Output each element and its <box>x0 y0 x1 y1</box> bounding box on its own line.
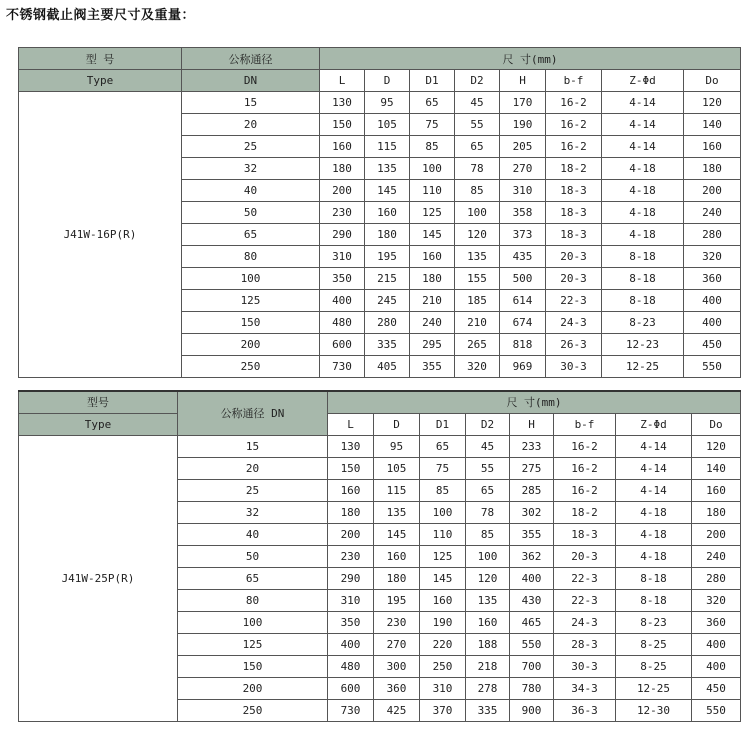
header-dn: 公称通径 DN <box>178 391 328 435</box>
dn-cell: 100 <box>182 268 320 290</box>
dimension-cell: 240 <box>692 545 741 567</box>
dimension-cell: 16-2 <box>546 114 602 136</box>
dimension-cell: 360 <box>692 611 741 633</box>
dimension-cell: 115 <box>365 136 410 158</box>
dn-cell: 100 <box>178 611 328 633</box>
dimension-cell: 435 <box>500 246 546 268</box>
dimension-cell: 310 <box>328 589 374 611</box>
col-header-zd: Z-Φd <box>602 70 684 92</box>
dimension-cell: 400 <box>692 633 741 655</box>
dimension-cell: 100 <box>455 202 500 224</box>
dimension-cell: 270 <box>500 158 546 180</box>
dimension-cell: 12-25 <box>616 677 692 699</box>
dimension-cell: 22-3 <box>546 290 602 312</box>
dimension-cell: 280 <box>684 224 741 246</box>
dimension-cell: 150 <box>320 114 365 136</box>
type-value: J41W-16P(R) <box>19 92 182 378</box>
dimension-cell: 362 <box>510 545 554 567</box>
dimension-cell: 360 <box>684 268 741 290</box>
dimension-cell: 24-3 <box>546 312 602 334</box>
dimension-cell: 310 <box>320 246 365 268</box>
dimension-cell: 188 <box>466 633 510 655</box>
dn-cell: 125 <box>178 633 328 655</box>
dimension-cell: 30-3 <box>554 655 616 677</box>
dimension-cell: 4-14 <box>616 457 692 479</box>
dimension-cell: 95 <box>374 435 420 457</box>
dimension-cell: 230 <box>320 202 365 224</box>
dimension-cell: 550 <box>510 633 554 655</box>
dn-cell: 150 <box>182 312 320 334</box>
dimension-cell: 160 <box>420 589 466 611</box>
dn-cell: 250 <box>178 699 328 721</box>
dimension-cell: 160 <box>374 545 420 567</box>
dimension-cell: 120 <box>466 567 510 589</box>
col-header-d2: D2 <box>455 70 500 92</box>
dimension-cell: 20-3 <box>546 268 602 290</box>
dimension-cell: 400 <box>684 290 741 312</box>
dimension-cell: 180 <box>328 501 374 523</box>
dimension-cell: 65 <box>420 435 466 457</box>
dimension-cell: 55 <box>466 457 510 479</box>
col-header-bf: b-f <box>546 70 602 92</box>
dimension-cell: 320 <box>684 246 741 268</box>
dimension-cell: 230 <box>374 611 420 633</box>
dimension-cell: 480 <box>320 312 365 334</box>
dimension-cell: 240 <box>410 312 455 334</box>
dimension-cell: 16-2 <box>546 92 602 114</box>
dimension-cell: 358 <box>500 202 546 224</box>
dimension-cell: 278 <box>466 677 510 699</box>
dimension-cell: 160 <box>692 479 741 501</box>
dimension-cell: 85 <box>420 479 466 501</box>
dimension-cell: 500 <box>500 268 546 290</box>
dimension-cell: 730 <box>328 699 374 721</box>
dimension-cell: 12-23 <box>602 334 684 356</box>
dn-cell: 15 <box>182 92 320 114</box>
header-dimensions: 尺 寸(mm) <box>328 391 741 413</box>
dimension-cell: 335 <box>365 334 410 356</box>
dimension-cell: 120 <box>684 92 741 114</box>
dimension-cell: 240 <box>684 202 741 224</box>
dimension-cell: 105 <box>374 457 420 479</box>
dn-cell: 80 <box>182 246 320 268</box>
dimension-cell: 400 <box>692 655 741 677</box>
dimension-cell: 135 <box>365 158 410 180</box>
dn-cell: 250 <box>182 356 320 378</box>
dimension-cell: 145 <box>410 224 455 246</box>
dimension-cell: 145 <box>374 523 420 545</box>
dimension-cell: 18-3 <box>546 180 602 202</box>
header-type-en: Type <box>19 413 178 435</box>
dimension-cell: 65 <box>466 479 510 501</box>
dimension-cell: 180 <box>410 268 455 290</box>
dimension-cell: 180 <box>365 224 410 246</box>
dimension-cell: 16-2 <box>554 479 616 501</box>
table-row <box>19 435 741 457</box>
dimension-cell: 233 <box>510 435 554 457</box>
dimension-cell: 12-25 <box>602 356 684 378</box>
dimension-cell: 265 <box>455 334 500 356</box>
dimension-cell: 160 <box>410 246 455 268</box>
dimension-cell: 160 <box>320 136 365 158</box>
dimension-cell: 230 <box>328 545 374 567</box>
col-header-bf: b-f <box>554 413 616 435</box>
dimension-cell: 4-18 <box>616 501 692 523</box>
dn-cell: 125 <box>182 290 320 312</box>
dimension-cell: 8-18 <box>602 268 684 290</box>
dimension-cell: 150 <box>328 457 374 479</box>
dn-cell: 200 <box>182 334 320 356</box>
dimension-cell: 95 <box>365 92 410 114</box>
dimension-cell: 180 <box>684 158 741 180</box>
dimension-cell: 290 <box>328 567 374 589</box>
dimension-cell: 370 <box>420 699 466 721</box>
dimension-cell: 400 <box>320 290 365 312</box>
dn-cell: 150 <box>178 655 328 677</box>
dimension-cell: 8-25 <box>616 633 692 655</box>
dimension-cell: 130 <box>320 92 365 114</box>
dn-cell: 40 <box>182 180 320 202</box>
dimension-cell: 220 <box>420 633 466 655</box>
dn-cell: 25 <box>182 136 320 158</box>
dn-cell: 65 <box>182 224 320 246</box>
dimension-cell: 145 <box>365 180 410 202</box>
dn-cell: 65 <box>178 567 328 589</box>
dimension-cell: 18-2 <box>546 158 602 180</box>
dimension-cell: 140 <box>692 457 741 479</box>
dimension-cell: 355 <box>510 523 554 545</box>
dimension-cell: 480 <box>328 655 374 677</box>
dimension-cell: 450 <box>692 677 741 699</box>
col-header-d1: D1 <box>420 413 466 435</box>
dimension-cell: 310 <box>500 180 546 202</box>
dn-cell: 50 <box>182 202 320 224</box>
page-title: 不锈钢截止阀主要尺寸及重量： <box>6 8 196 23</box>
dimension-cell: 335 <box>466 699 510 721</box>
dimension-cell: 200 <box>328 523 374 545</box>
dimension-cell: 8-23 <box>616 611 692 633</box>
col-header-h: H <box>500 70 546 92</box>
dimension-cell: 8-18 <box>602 290 684 312</box>
dimension-cell: 16-2 <box>546 136 602 158</box>
dimension-cell: 115 <box>374 479 420 501</box>
dimension-cell: 155 <box>455 268 500 290</box>
table-row <box>19 92 741 114</box>
dimension-cell: 8-18 <box>602 246 684 268</box>
dimension-cell: 290 <box>320 224 365 246</box>
dimension-cell: 285 <box>510 479 554 501</box>
dimension-cell: 218 <box>466 655 510 677</box>
dimension-cell: 180 <box>692 501 741 523</box>
dimension-cell: 65 <box>410 92 455 114</box>
header-type-cn: 型号 <box>19 391 178 413</box>
dimension-cell: 125 <box>420 545 466 567</box>
type-value: J41W-25P(R) <box>19 435 178 721</box>
dimension-cell: 550 <box>684 356 741 378</box>
dimension-cell: 20-3 <box>554 545 616 567</box>
dimension-cell: 465 <box>510 611 554 633</box>
dimension-cell: 160 <box>365 202 410 224</box>
dimension-cell: 170 <box>500 92 546 114</box>
dn-cell: 200 <box>178 677 328 699</box>
dimension-cell: 400 <box>328 633 374 655</box>
dimension-cell: 250 <box>420 655 466 677</box>
header-dn-en: DN <box>182 70 320 92</box>
col-header-d: D <box>365 70 410 92</box>
dimension-cell: 135 <box>466 589 510 611</box>
dimension-cell: 302 <box>510 501 554 523</box>
dn-cell: 20 <box>182 114 320 136</box>
dimension-cell: 4-18 <box>602 180 684 202</box>
dimension-cell: 600 <box>328 677 374 699</box>
col-header-do: Do <box>692 413 741 435</box>
dimension-cell: 355 <box>410 356 455 378</box>
col-header-h: H <box>510 413 554 435</box>
dimension-cell: 130 <box>328 435 374 457</box>
dn-cell: 40 <box>178 523 328 545</box>
dimension-cell: 4-14 <box>602 114 684 136</box>
dimension-cell: 674 <box>500 312 546 334</box>
dimension-cell: 22-3 <box>554 567 616 589</box>
dimension-cell: 135 <box>374 501 420 523</box>
dimension-cell: 85 <box>410 136 455 158</box>
col-header-d: D <box>374 413 420 435</box>
dimension-cell: 185 <box>455 290 500 312</box>
col-header-zd: Z-Φd <box>616 413 692 435</box>
dimension-cell: 295 <box>410 334 455 356</box>
dimension-cell: 4-14 <box>602 92 684 114</box>
dimension-cell: 205 <box>500 136 546 158</box>
col-header-l: L <box>328 413 374 435</box>
dimension-cell: 200 <box>684 180 741 202</box>
dimension-cell: 75 <box>420 457 466 479</box>
dimension-cell: 550 <box>692 699 741 721</box>
dimension-cell: 160 <box>466 611 510 633</box>
dimension-cell: 110 <box>420 523 466 545</box>
dimension-cell: 8-23 <box>602 312 684 334</box>
dimension-cell: 900 <box>510 699 554 721</box>
dimension-cell: 190 <box>420 611 466 633</box>
dimension-cell: 195 <box>365 246 410 268</box>
dimension-cell: 180 <box>320 158 365 180</box>
dimension-cell: 160 <box>328 479 374 501</box>
dimension-cell: 400 <box>510 567 554 589</box>
spec-table-25p <box>18 390 741 722</box>
dn-cell: 32 <box>182 158 320 180</box>
dn-cell: 80 <box>178 589 328 611</box>
dn-cell: 50 <box>178 545 328 567</box>
dimension-cell: 4-14 <box>616 479 692 501</box>
dn-cell: 25 <box>178 479 328 501</box>
dimension-cell: 400 <box>684 312 741 334</box>
dimension-cell: 8-18 <box>616 589 692 611</box>
dimension-cell: 350 <box>320 268 365 290</box>
dimension-cell: 18-3 <box>546 202 602 224</box>
dimension-cell: 4-18 <box>602 224 684 246</box>
dimension-cell: 200 <box>320 180 365 202</box>
dimension-cell: 8-25 <box>616 655 692 677</box>
dimension-cell: 430 <box>510 589 554 611</box>
header-type-en: Type <box>19 70 182 92</box>
dimension-cell: 4-18 <box>616 545 692 567</box>
dn-cell: 32 <box>178 501 328 523</box>
dimension-cell: 600 <box>320 334 365 356</box>
dimension-cell: 85 <box>466 523 510 545</box>
dimension-cell: 160 <box>684 136 741 158</box>
col-header-d2: D2 <box>466 413 510 435</box>
dimension-cell: 210 <box>455 312 500 334</box>
dimension-cell: 18-3 <box>554 523 616 545</box>
dimension-cell: 280 <box>692 567 741 589</box>
dimension-cell: 614 <box>500 290 546 312</box>
dimension-cell: 105 <box>365 114 410 136</box>
dimension-cell: 18-2 <box>554 501 616 523</box>
dimension-cell: 700 <box>510 655 554 677</box>
dimension-cell: 34-3 <box>554 677 616 699</box>
dimension-cell: 373 <box>500 224 546 246</box>
dimension-cell: 20-3 <box>546 246 602 268</box>
header-dimensions: 尺 寸(mm) <box>320 48 741 70</box>
dimension-cell: 100 <box>420 501 466 523</box>
dimension-cell: 140 <box>684 114 741 136</box>
dimension-cell: 275 <box>510 457 554 479</box>
dimension-cell: 280 <box>365 312 410 334</box>
dimension-cell: 18-3 <box>546 224 602 246</box>
dimension-cell: 300 <box>374 655 420 677</box>
col-header-d1: D1 <box>410 70 455 92</box>
dimension-cell: 210 <box>410 290 455 312</box>
dimension-cell: 360 <box>374 677 420 699</box>
dimension-cell: 4-18 <box>602 202 684 224</box>
col-header-do: Do <box>684 70 741 92</box>
dimension-cell: 85 <box>455 180 500 202</box>
dimension-cell: 4-18 <box>602 158 684 180</box>
dimension-cell: 36-3 <box>554 699 616 721</box>
dimension-cell: 320 <box>692 589 741 611</box>
dimension-cell: 24-3 <box>554 611 616 633</box>
dimension-cell: 450 <box>684 334 741 356</box>
dimension-cell: 22-3 <box>554 589 616 611</box>
dimension-cell: 16-2 <box>554 457 616 479</box>
dimension-cell: 135 <box>455 246 500 268</box>
col-header-l: L <box>320 70 365 92</box>
spec-table-16p <box>18 47 741 378</box>
dimension-cell: 4-18 <box>616 523 692 545</box>
dimension-cell: 4-14 <box>602 136 684 158</box>
header-dn-cn: 公称通径 <box>182 48 320 70</box>
dimension-cell: 45 <box>455 92 500 114</box>
dimension-cell: 320 <box>455 356 500 378</box>
dn-cell: 20 <box>178 457 328 479</box>
dimension-cell: 28-3 <box>554 633 616 655</box>
dimension-cell: 55 <box>455 114 500 136</box>
dimension-cell: 350 <box>328 611 374 633</box>
dimension-cell: 215 <box>365 268 410 290</box>
dimension-cell: 110 <box>410 180 455 202</box>
dimension-cell: 120 <box>692 435 741 457</box>
dimension-cell: 120 <box>455 224 500 246</box>
dimension-cell: 78 <box>455 158 500 180</box>
dimension-cell: 78 <box>466 501 510 523</box>
dimension-cell: 4-14 <box>616 435 692 457</box>
dimension-cell: 190 <box>500 114 546 136</box>
dimension-cell: 969 <box>500 356 546 378</box>
dimension-cell: 780 <box>510 677 554 699</box>
dimension-cell: 818 <box>500 334 546 356</box>
dn-cell: 15 <box>178 435 328 457</box>
dimension-cell: 195 <box>374 589 420 611</box>
dimension-cell: 180 <box>374 567 420 589</box>
dimension-cell: 200 <box>692 523 741 545</box>
dimension-cell: 425 <box>374 699 420 721</box>
dimension-cell: 405 <box>365 356 410 378</box>
dimension-cell: 75 <box>410 114 455 136</box>
dimension-cell: 100 <box>410 158 455 180</box>
dimension-cell: 245 <box>365 290 410 312</box>
dimension-cell: 8-18 <box>616 567 692 589</box>
dimension-cell: 12-30 <box>616 699 692 721</box>
dimension-cell: 100 <box>466 545 510 567</box>
dimension-cell: 145 <box>420 567 466 589</box>
dimension-cell: 310 <box>420 677 466 699</box>
dimension-cell: 30-3 <box>546 356 602 378</box>
dimension-cell: 65 <box>455 136 500 158</box>
dimension-cell: 125 <box>410 202 455 224</box>
dimension-cell: 26-3 <box>546 334 602 356</box>
dimension-cell: 45 <box>466 435 510 457</box>
header-type-cn: 型 号 <box>19 48 182 70</box>
dimension-cell: 730 <box>320 356 365 378</box>
dimension-cell: 270 <box>374 633 420 655</box>
dimension-cell: 16-2 <box>554 435 616 457</box>
